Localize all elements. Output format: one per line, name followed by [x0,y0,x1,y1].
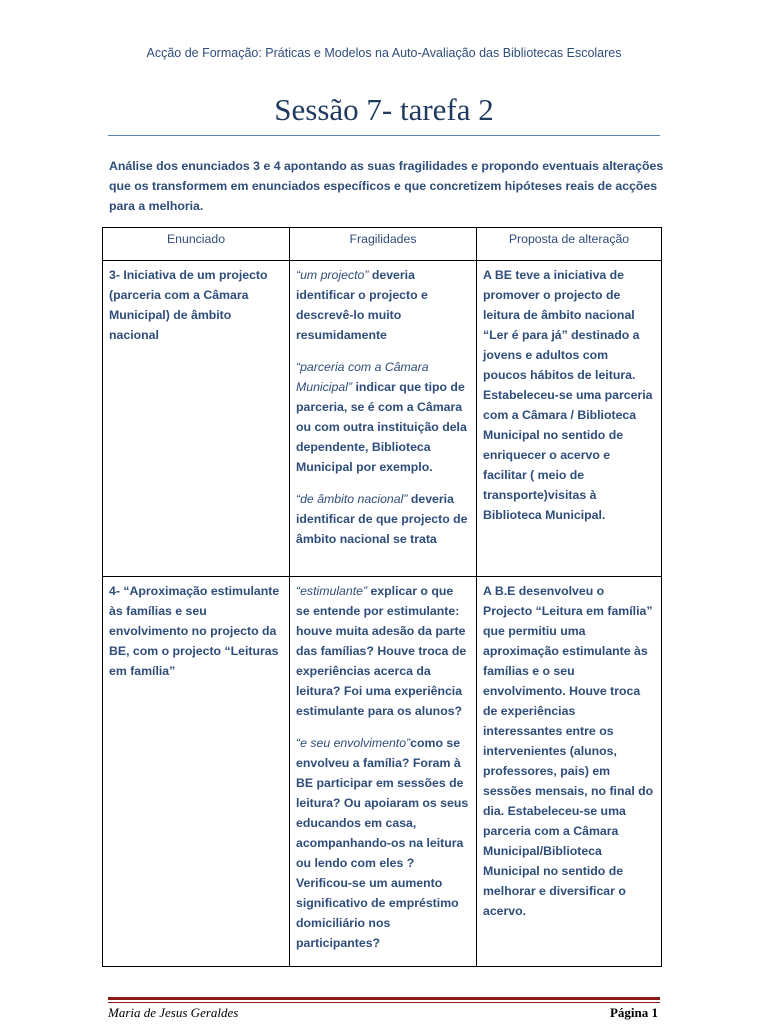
fragility-item [296,265,470,345]
fragility-item [296,489,470,549]
fragility-item [296,733,470,953]
fragility-text: explicar o que se entende por estimulante: houve muita adesão da parte das famílias? Houve troca de experiências acerca da leitura? Foi uma experiência estimulante para os alunos? [296,584,467,718]
cell-enunciado: 4- “Aproximação estimulante às famílias e seu envolvimento no projecto da BE, com o projecto “Leituras em família” [103,577,290,967]
fragility-text: indicar que tipo de parceria, se é com a Câmara ou com outra instituição dela dependente, Biblioteca Municipal por exemplo. [296,380,467,474]
cell-fragilidades [290,261,477,577]
fragility-text: deveria identificar o projecto e descrevê-lo muito resumidamente [296,268,428,342]
footer-divider [108,997,660,1000]
cell-enunciado: 3- Iniciativa de um projecto (parceria com a Câmara Municipal) de âmbito nacional [103,261,290,577]
document-header: Acção de Formação: Práticas e Modelos na Auto-Avaliação das Bibliotecas Escolares [146,46,622,60]
header-fragilidades: Fragilidades [290,228,477,261]
header-proposta: Proposta de alteração [477,228,662,261]
fragility-quote: “de âmbito nacional” [296,492,408,506]
page-title: Sessão 7- tarefa 2 [274,92,494,127]
fragility-text: deveria identificar de que projecto de âmbito nacional se trata [296,492,468,546]
fragility-text: como se envolveu a família? Foram à BE participar em sessões de leitura? Ou apoiaram os seus educandos em casa, acompanhando-os na leitura ou lendo com eles ? Verificou-se um aumento significativo de empréstimo domiciliário nos participantes? [296,736,469,950]
cell-proposta: A B.E desenvolveu o Projecto “Leitura em família” que permitiu uma aproximação estimulante às famílias e o seu envolvimento. Houve troca de experiências interessantes entre os intervenientes (alunos, professores, pais) em sessões mensais, no final do dia. Estabeleceu-se uma parceria com a Câmara Municipal/Biblioteca Municipal no sentido de melhorar e diversificar o acervo. [477,577,662,967]
cell-proposta: A BE teve a iniciativa de promover o projecto de leitura de âmbito nacional “Ler é para já” destinado a jovens e adultos com poucos hábitos de leitura. Estabeleceu-se uma parceria com a Câmara / Biblioteca Municipal no sentido de enriquecer o acervo e facilitar ( meio de transporte)visitas à Biblioteca Municipal. [477,261,662,577]
footer-divider-thin [108,1002,660,1003]
fragility-quote: “um projecto” [296,268,369,282]
intro-paragraph: Análise dos enunciados 3 e 4 apontando as suas fragilidades e propondo eventuais alterações que os transformem em enunciados específicos e que concretizem hipóteses reais de acções para a melhoria. [109,159,664,213]
footer-author: Maria de Jesus Geraldes [108,1005,239,1020]
fragility-quote: “parceria com a Câmara Municipal” [296,360,429,394]
fragility-item [296,581,470,721]
page-number: Página 1 [609,1005,658,1020]
table-header-row [103,228,662,261]
header-enunciado: Enunciado [103,228,290,261]
table-row [103,261,662,577]
fragility-item [296,357,470,477]
table-row [103,577,662,967]
title-divider [108,135,660,136]
fragility-quote: “e seu envolvimento” [296,736,411,750]
cell-fragilidades [290,577,477,967]
fragility-quote: “estimulante” [296,584,368,598]
analysis-table [102,227,662,967]
